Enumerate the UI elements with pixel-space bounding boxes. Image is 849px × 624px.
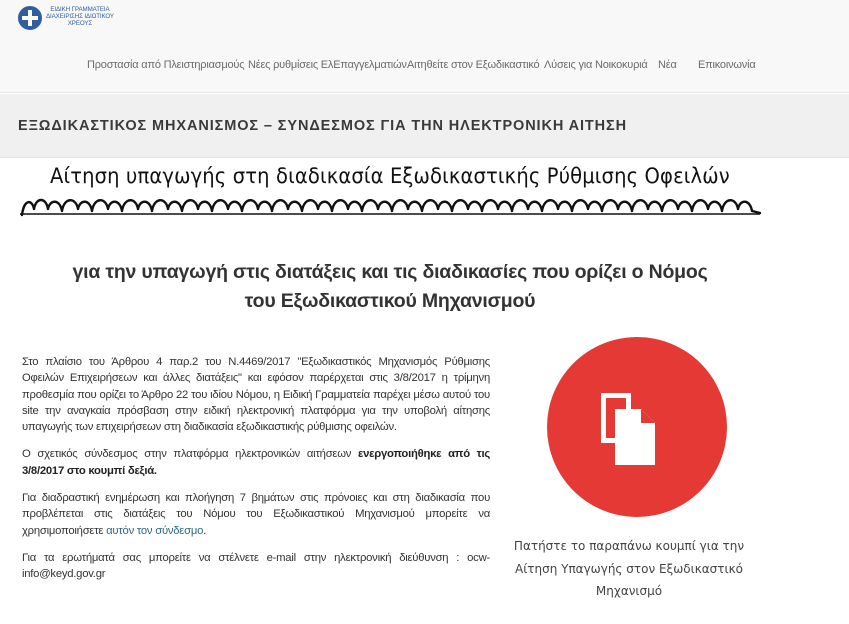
button-caption: [505, 535, 753, 603]
document-icon: [599, 393, 675, 469]
application-button[interactable]: [547, 337, 727, 517]
body-text: [22, 354, 490, 594]
subtitle: [20, 258, 760, 316]
caption-line-1: Πατήστε το παραπάνω κουμπί για την: [513, 539, 745, 553]
site-logo[interactable]: [18, 6, 114, 30]
nav-item-foreclosure-protection[interactable]: Προστασία από Πλειστηριασμούς: [87, 59, 245, 71]
title-bar: [0, 94, 849, 158]
banner: [18, 159, 762, 221]
caption-line-2: Αίτηση Υπαγωγής στον Εξωδικαστικό: [514, 561, 743, 576]
nav-item-households[interactable]: Λύσεις για Νοικοκυριά: [544, 59, 648, 71]
page-title: ΕΞΩΔΙΚΑΣΤΙΚΟΣ ΜΗΧΑΝΙΣΜΟΣ – ΣΥΝΔΕΣΜΟΣ ΓΙΑ ΤΗΝ ΗΛΕΚΤΡΟΝΙΚΗ ΑΙΤΗΣΗ: [18, 118, 628, 134]
nav-item-apply[interactable]: Αιτηθείτε στον Εξωδικαστικό: [407, 59, 540, 71]
nav-item-contact[interactable]: Επικοινωνία: [698, 59, 756, 71]
greek-emblem-icon: [18, 6, 42, 30]
logo-line-2: ΔΙΑΧΕΙΡΙΣΗΣ ΙΔΙΩΤΙΚΟΥ: [46, 13, 114, 20]
site-header: [0, 0, 849, 93]
nav-item-news[interactable]: Νέα: [658, 59, 677, 71]
activation-paragraph: [22, 446, 490, 479]
guide-link[interactable]: αυτόν τον σύνδεσμο: [106, 524, 204, 537]
guide-text: Για διαδραστική ενημέρωση και πλοήγηση 7 βημάτων στις πρόνοιες και στη διαδικασία που προβλέπεται στις διατάξεις του Νόμου του Εξωδικαστικού Μηχανισμού μπορείτε να χρησιμοποιήσετε: [22, 492, 490, 537]
main-nav: [0, 59, 849, 75]
guide-paragraph: [22, 490, 490, 539]
guide-text-end: .: [203, 524, 207, 537]
subtitle-line-2: του Εξωδικαστικού Μηχανισμού: [244, 290, 536, 312]
intro-paragraph: Στο πλαίσιο του Άρθρου 4 παρ.2 του Ν.4469/2017 "Εξωδικαστικός Μηχανισμός Ρύθμισης Οφειλών Επιχειρήσεων και άλλες διατάξεις" και εφόσον παρέρχεται στις 3/8/2017 η τρίμηνη προθεσμία που ορίζει το Άρθρο 22 του ιδίου Νόμου, η Ειδική Γραμματεία παρέχει μέσω αυτού του site την αναγκαία πρόσβαση στην ειδική ηλεκτρονική πλατφόρμα για την υποβολή αίτησης υπαγωγής των επιχειρήσεων στη διαδικασία εξωδικαστικής ρύθμισης οφειλών.: [22, 356, 490, 434]
logo-line-3: ΧΡΕΟΥΣ: [67, 20, 93, 27]
caption-line-3: Μηχανισμό: [595, 584, 663, 598]
scribble-underline: [18, 195, 762, 219]
activation-text: Ο σχετικός σύνδεσμος στην πλατφόρμα ηλεκτρονικών αιτήσεων: [22, 448, 358, 461]
subtitle-line-1: για την υπαγωγή στις διατάξεις και τις διαδικασίες που ορίζει ο Νόμος: [72, 261, 708, 283]
banner-text: Αίτηση υπαγωγής στη διαδικασία Εξωδικαστικής Ρύθμισης Οφειλών: [50, 164, 730, 188]
activation-bold: ενεργοποιήθηκε από τις 3/8/2017 στο κουμπί δεξιά.: [22, 448, 490, 477]
logo-line-1: ΕΙΔΙΚΗ ΓΡΑΜΜΑΤΕΙΑ: [50, 6, 110, 13]
contact-paragraph: Για τα ερωτήματά σας μπορείτε να στέλνετε e-mail στην ηλεκτρονική διεύθυνση : ocw-info@keyd.gov.gr: [22, 551, 490, 581]
nav-item-professionals[interactable]: Νέες ρυθμίσεις ΕλΕπαγγελματιών: [248, 59, 407, 71]
logo-text: [46, 6, 114, 27]
